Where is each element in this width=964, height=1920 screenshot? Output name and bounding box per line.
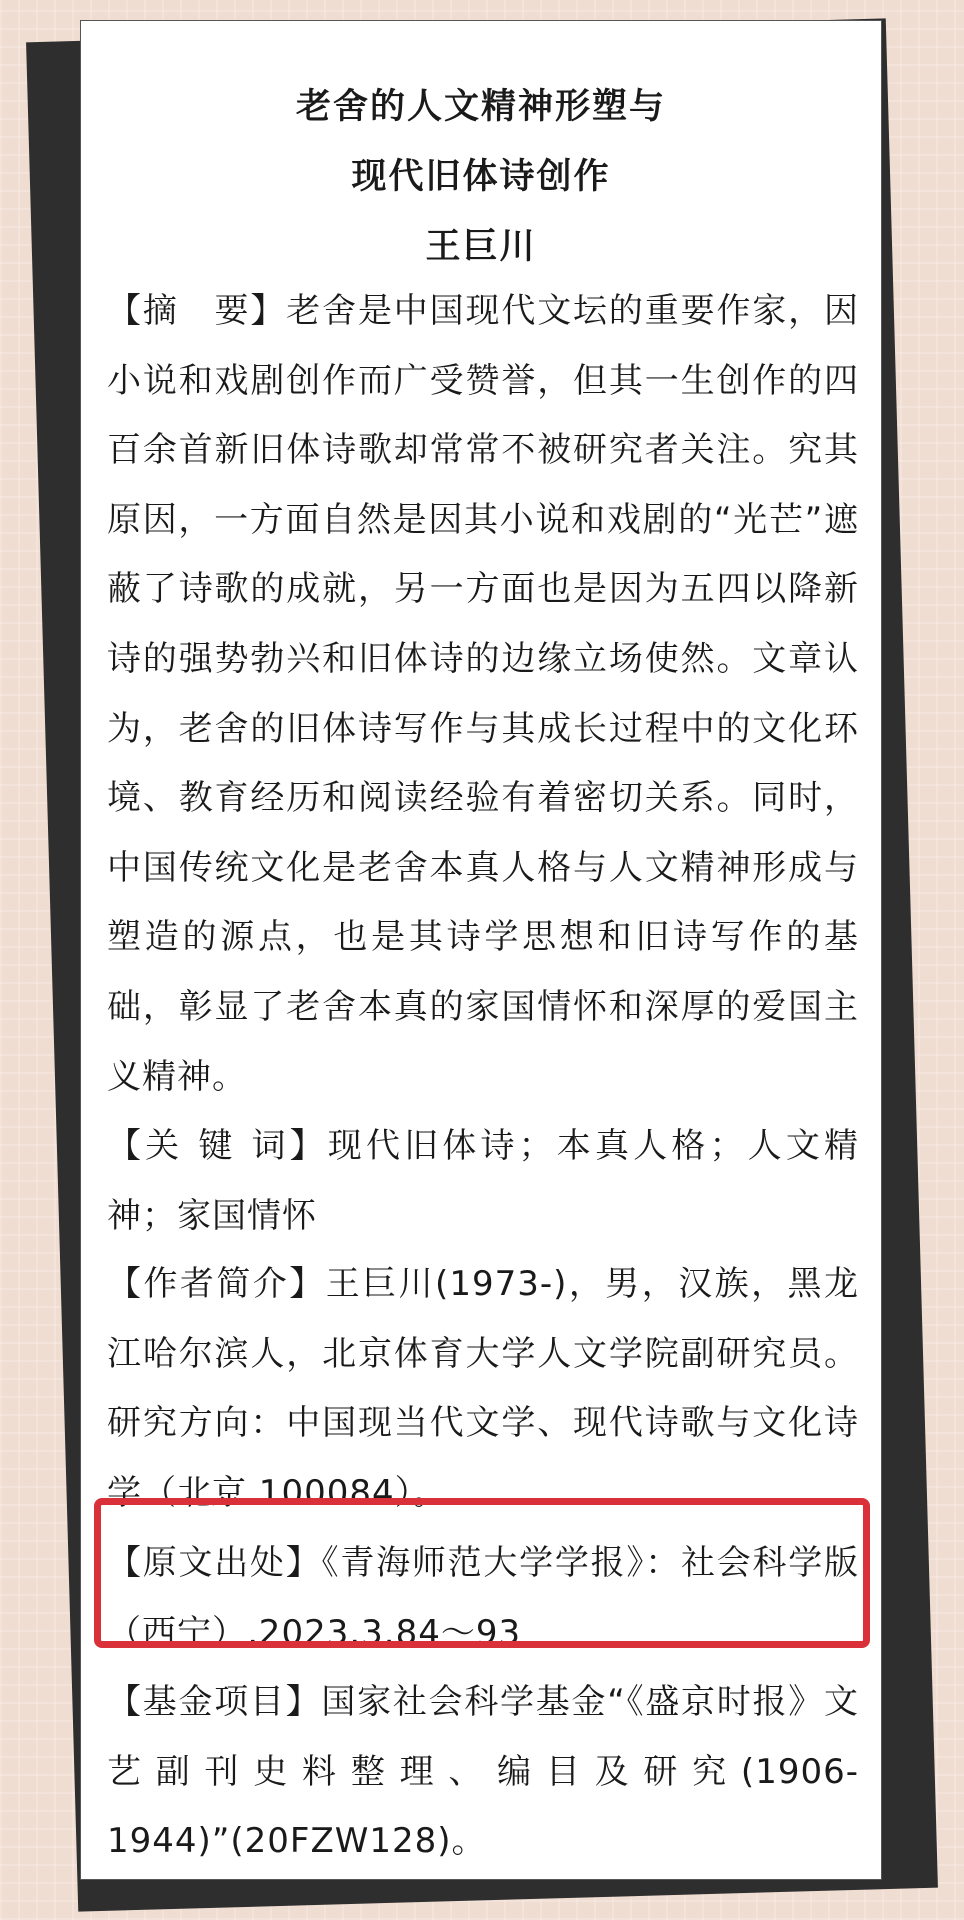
- article-title-line-1: 老舍的人文精神形塑与: [295, 87, 666, 127]
- keywords-paragraph: 【关 键 词】现代旧体诗；本真人格；人文精神；家国情怀: [107, 1126, 859, 1236]
- author-bio-paragraph: 【作者简介】王巨川(1973-)，男，汉族，黑龙江哈尔滨人，北京体育大学人文学院副研究员。研究方向：中国现当代文学、现代诗歌与文化诗学（北京 100084）。: [107, 1264, 859, 1513]
- source-paragraph: 【原文出处】《青海师范大学学报》：社会科学版（西宁）,2023.3.84～93: [107, 1543, 859, 1653]
- abstract-paragraph: 【摘 要】老舍是中国现代文坛的重要作家，因小说和戏剧创作而广受赞誉，但其一生创作的四百余首新旧体诗歌却常常不被研究者关注。究其原因，一方面自然是因其小说和戏剧的“光芒”遮蔽了诗歌的成就，另一方面也是因为五四以降新诗的强势勃兴和旧体诗的边缘立场使然。文章认为，老舍的旧体诗写作与其成长过程中的文化环境、教育经历和阅读经验有着密切关系。同时，中国传统文化是老舍本真人格与人文精神形成与塑造的源点，也是其诗学思想和旧诗写作的基础，彰显了老舍本真的家国情怀和深厚的爱国主义精神。: [107, 291, 859, 1097]
- source-highlight-box: [94, 1498, 870, 1648]
- fund-paragraph: 【基金项目】国家社会科学基金“《盛京时报》文艺副刊史料整理、编目及研究(1906-1944)”(20FZW128)。: [107, 1682, 859, 1862]
- author-name: 王巨川: [425, 227, 537, 267]
- article-title-line-2: 现代旧体诗创作: [351, 157, 611, 197]
